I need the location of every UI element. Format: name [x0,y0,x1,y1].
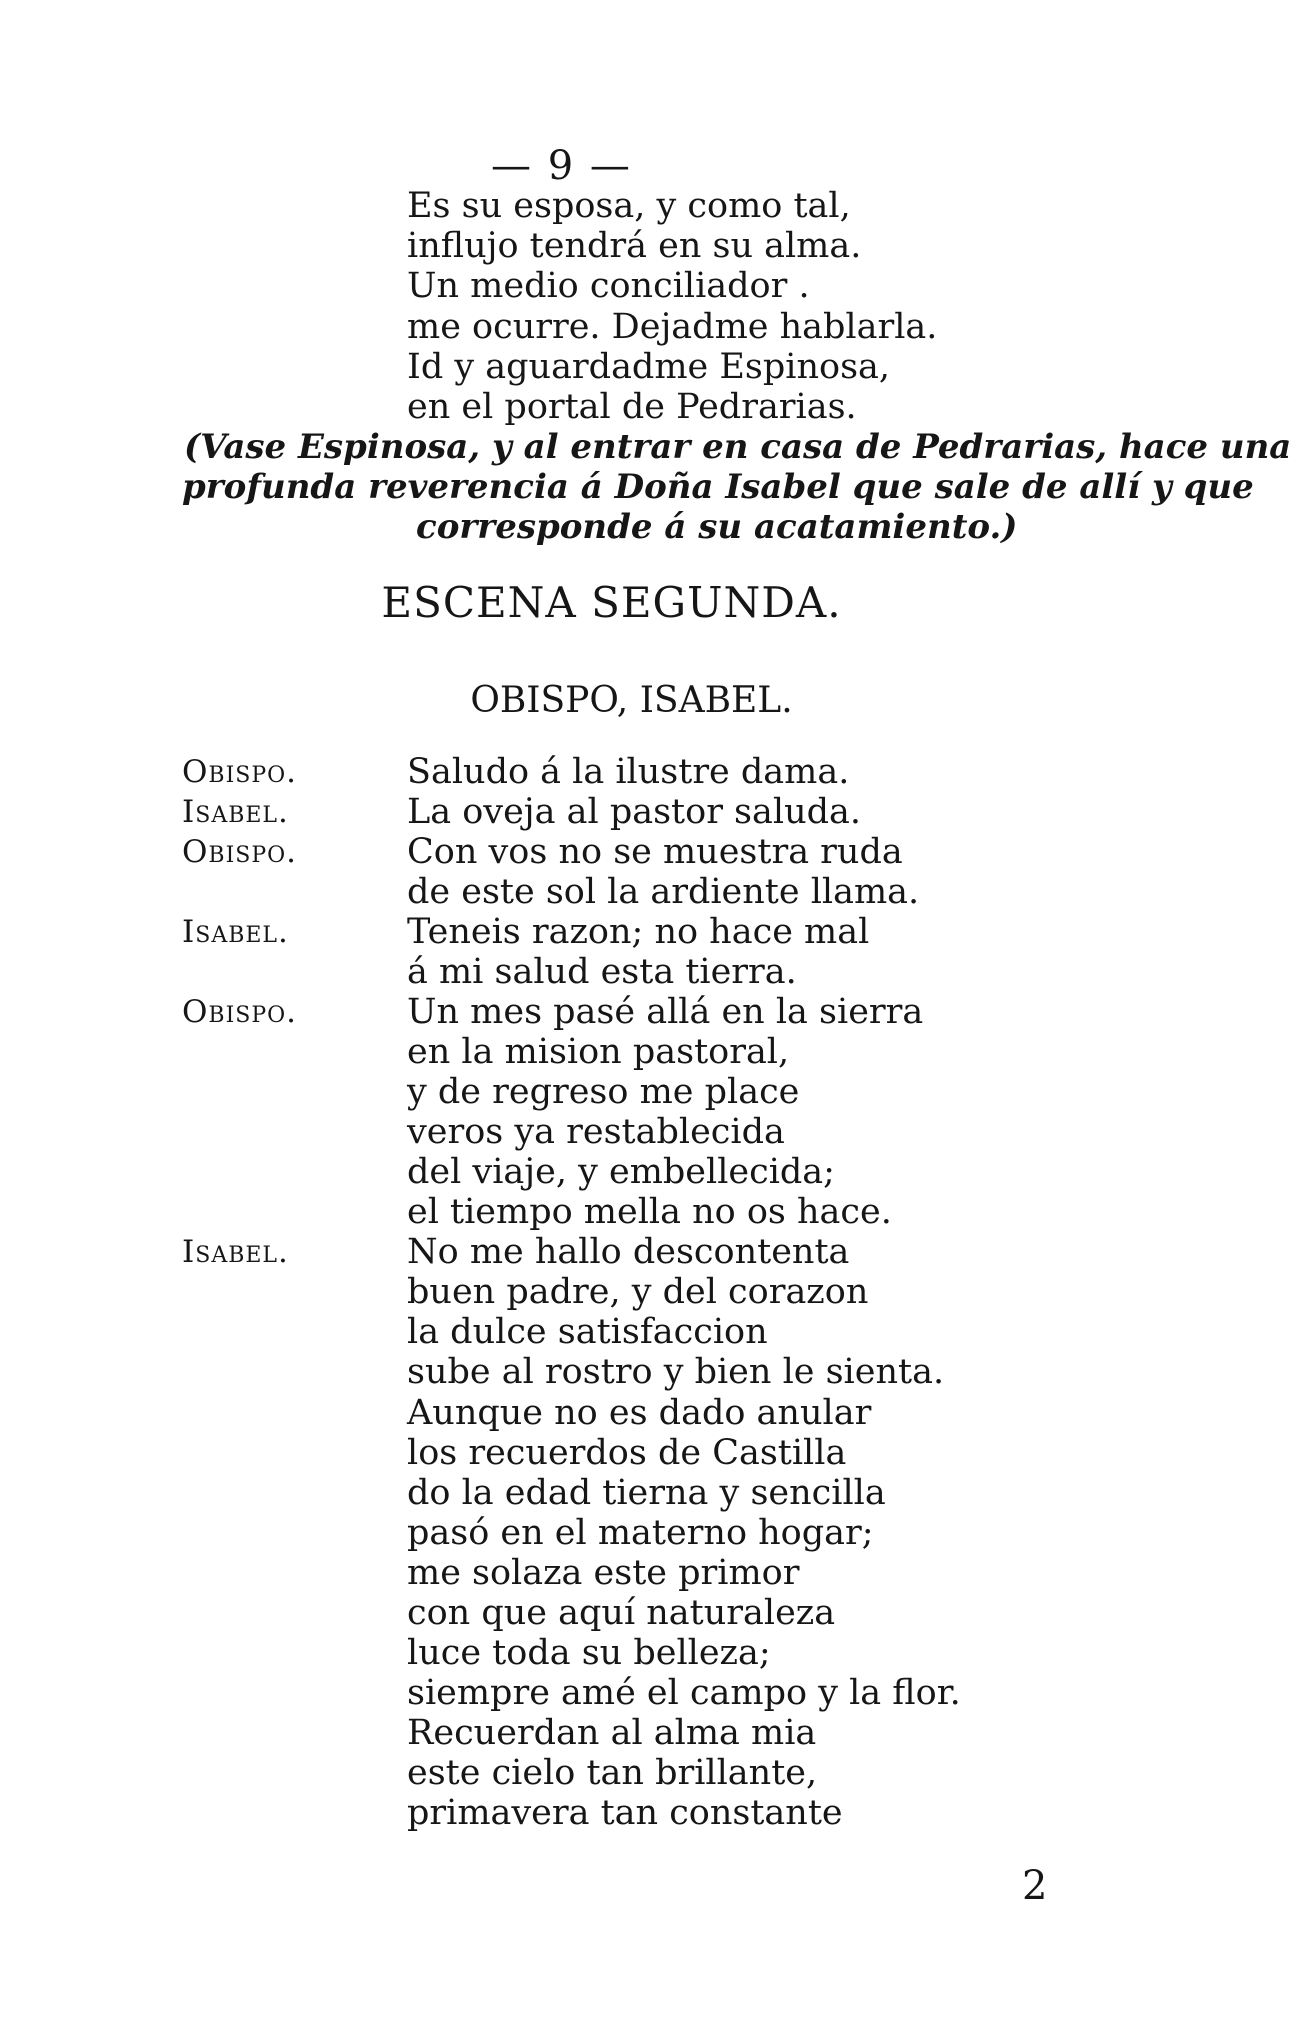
dialogue-line: de este sol la ardiente llama. [407,872,920,912]
dialogue-line: do la edad tierna y sencilla [407,1473,886,1513]
stage-direction-line: corresponde á su acatamiento.) [416,507,1018,547]
verse-line: Es su esposa, y como tal, [407,186,851,226]
dialogue-line: La oveja al pastor saluda. [407,792,862,832]
dialogue-line: buen padre, y del corazon [407,1272,869,1312]
dialogue-line: este cielo tan brillante, [407,1753,818,1793]
verse-line: en el portal de Pedrarias. [407,387,857,427]
dialogue-line: la dulce satisfaccion [407,1312,768,1352]
dialogue-line: los recuerdos de Castilla [407,1433,847,1473]
stage-direction-line: (Vase Espinosa, y al entrar en casa de Pedrarias, hace una [184,427,1291,467]
stage-direction-line: profunda reverencia á Doña Isabel que sale de allí y que [182,467,1254,507]
verse-line: me ocurre. Dejadme hablarla. [407,307,938,347]
speaker-label: Isabel. [182,914,289,950]
dialogue-line: Saludo á la ilustre dama. [407,752,850,792]
dialogue-line: Aunque no es dado anular [407,1393,872,1433]
dialogue-line: veros ya restablecida [407,1112,785,1152]
verse-line: influjo tendrá en su alma. [407,226,862,266]
verse-line: Un medio conciliador . [407,266,810,306]
dialogue-line: en la mision pastoral, [407,1032,790,1072]
dialogue-line: No me hallo descontenta [407,1232,850,1272]
dialogue-line: del viaje, y embellecida; [407,1152,835,1192]
speaker-label: Isabel. [182,794,289,830]
verse-line: Id y aguardadme Espinosa, [407,347,891,387]
dialogue-line: pasó en el materno hogar; [407,1513,874,1553]
dialogue-line: siempre amé el campo y la flor. [407,1673,961,1713]
dialogue-line: Teneis razon; no hace mal [407,912,870,952]
dialogue-line: y de regreso me place [407,1072,800,1112]
dialogue-line: con que aquí naturaleza [407,1593,836,1633]
speaker-label: Obispo. [182,834,298,870]
signature-mark: 2 [1022,1863,1048,1909]
dialogue-line: Un mes pasé allá en la sierra [407,992,924,1032]
dialogue-line: á mi salud esta tierra. [407,952,797,992]
scene-characters: OBISPO, ISABEL. [470,680,793,721]
dialogue-line: Recuerdan al alma mia [407,1713,817,1753]
dialogue-line: primavera tan constante [407,1793,843,1833]
dialogue-line: Con vos no se muestra ruda [407,832,903,872]
dialogue-line: me solaza este primor [407,1553,800,1593]
dialogue-line: el tiempo mella no os hace. [407,1192,892,1232]
speaker-label: Obispo. [182,754,298,790]
page-number: — 9 — [491,143,632,189]
speaker-label: Isabel. [182,1234,289,1270]
dialogue-line: sube al rostro y bien le sienta. [407,1352,945,1392]
dialogue-line: luce toda su belleza; [407,1633,771,1673]
scene-title: ESCENA SEGUNDA. [381,578,842,627]
speaker-label: Obispo. [182,994,298,1030]
